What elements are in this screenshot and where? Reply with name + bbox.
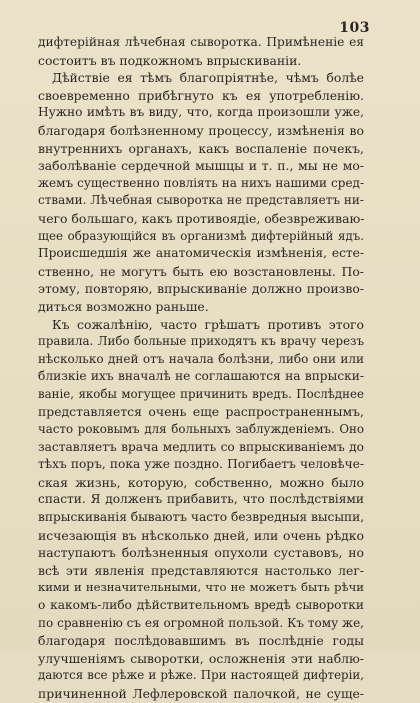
text-line: правила. Либо больные приходятъ къ врачу черезъ <box>38 334 364 349</box>
text-line: дифтерійная лѣчебная сыворотка. Примѣненіе ея <box>38 35 364 49</box>
text-line: близкіе ихъ вначалѣ не соглашаются на впрыски- <box>38 369 364 384</box>
text-line: жемъ существенно повліять на нихъ нашими сред- <box>38 175 364 190</box>
text-line: заболѣваніе сердечной мышцы и т. п., мы не мо- <box>38 158 364 174</box>
body-text <box>38 34 364 703</box>
text-line: исчезающія въ нѣсколько дней, или очень рѣдко <box>38 527 364 543</box>
text-line: этому, повторяю, впрыскиваніе должно произво- <box>38 281 364 297</box>
text-line: Къ сожалѣнію, часто грѣшатъ противъ этого <box>52 316 364 332</box>
text-line: представляется очень еще распространеннымъ, <box>38 404 364 420</box>
text-line: кими и незначительными, что не можетъ быть рѣчи <box>38 580 364 595</box>
text-line: чего большаго, какъ противоядіе, обезвреживаю- <box>38 210 365 226</box>
text-line: часто роковымъ для больныхъ заблужденіемъ. Оно <box>38 422 364 437</box>
text-line: наступаютъ болѣзненныя опухоли суставовъ, но <box>38 545 364 561</box>
text-line: о какомъ-либо дѣйствительномъ вредѣ сыворотки <box>38 598 364 612</box>
text-line: щее образующійся въ организмѣ дифтерійный ядъ. <box>38 228 364 243</box>
text-line: впрыскиванія бываютъ часто безвредныя высыпи, <box>38 510 365 525</box>
text-line: Нужно имѣть въ виду, что, когда произошли уже, <box>38 105 364 120</box>
text-line: Дѣйствіе ея тѣмъ благопріятнѣе, чѣмъ болѣе <box>52 70 364 86</box>
text-line: улучшеніямъ сыворотки, осложненія эти наблю- <box>38 650 364 666</box>
text-line: благодаря послѣдовавшимъ въ послѣдніе годы <box>38 633 364 649</box>
text-line: состоитъ въ подкожномъ впрыскиваніи. <box>38 52 302 68</box>
text-line: причиненной Лефлеровской палочкой, не суще- <box>38 685 364 701</box>
text-line: даются все рѣже и рѣже. При настоящей дифтеріи, <box>38 668 364 683</box>
text-line: внутреннихъ органахъ, какъ воспаленіе почекъ, <box>38 140 364 156</box>
text-line: ствами. Лѣчебная сыворотка не представляетъ ни- <box>38 193 364 208</box>
page-number: 103 <box>339 20 370 36</box>
text-line: по сравненію съ ея огромной пользой. Къ тому же, <box>38 615 364 630</box>
text-line: спасти. Я долженъ прибавить, что послѣдствіями <box>38 492 364 507</box>
text-line: всѣ эти явленія представляются настолько лег- <box>38 562 364 578</box>
text-line: ваніе, якобы могущее причинить вредъ. Послѣднее <box>38 386 364 401</box>
text-line: благодаря болѣзненному процессу, измѣненія во <box>38 122 364 138</box>
text-line: ственно, не могутъ быть ею возстановлены. По- <box>38 263 364 279</box>
text-line: диться возможно раньше. <box>38 298 209 314</box>
text-line: своевременно прибѣгнуто къ ея употребленію. <box>38 87 364 103</box>
text-line: Происшедшія же анатомическія измѣненія, есте- <box>38 246 364 261</box>
text-line: заставляетъ врача медлить со впрыскиваніемъ до <box>38 439 364 454</box>
text-line: нѣсколько дней отъ начала болѣзни, либо они или <box>38 351 364 366</box>
text-line: ская жизнь, которую, собственно, можно было <box>38 474 364 490</box>
text-line: тѣхъ поръ, пока уже поздно. Погибаетъ человѣче- <box>38 457 364 472</box>
